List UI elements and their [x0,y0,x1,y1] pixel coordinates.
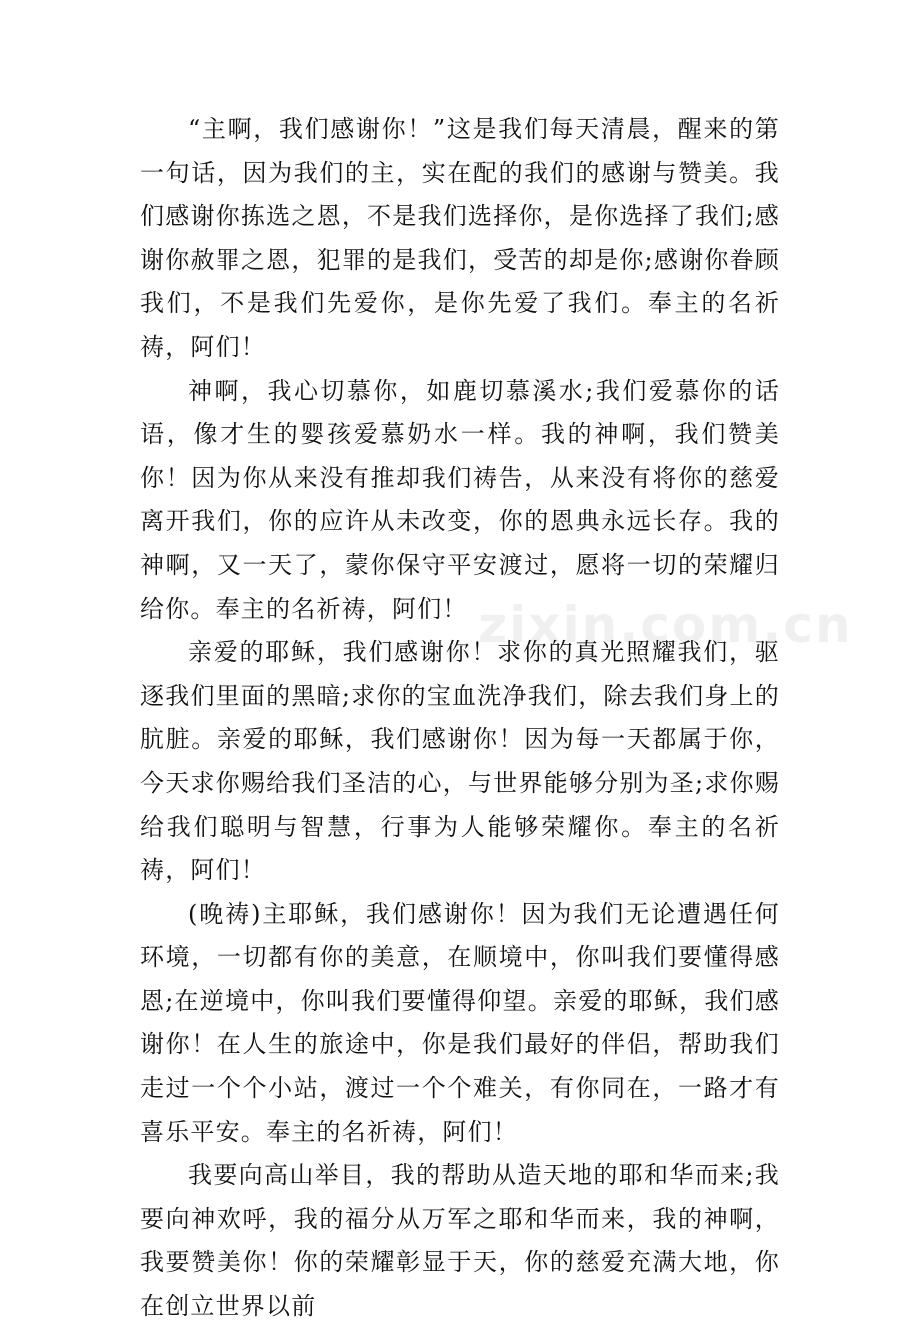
paragraph-5: 我要向高山举目，我的帮助从造天地的耶和华而来;我要向神欢呼，我的福分从万军之耶和华而来，我的神啊，我要赞美你！你的荣耀彰显于天，你的慈爱充满大地，你在创立世界以前 [140,1161,780,1321]
paragraph-2: 神啊，我心切慕你，如鹿切慕溪水;我们爱慕你的话语，像才生的婴孩爱慕奶水一样。我的神啊，我们赞美你！因为你从来没有推却我们祷告，从来没有将你的慈爱离开我们，你的应许从未改变，你的恩典永远长存。我的神啊，又一天了，蒙你保守平安渡过，愿将一切的荣耀归给你。奉主的名祈祷，阿们！ [140,376,780,623]
document-body [140,108,780,1329]
paragraph-1: “主啊，我们感谢你！”这是我们每天清晨，醒来的第一句话，因为我们的主，实在配的我们的感谢与赞美。我们感谢你拣选之恩，不是我们选择你，是你选择了我们;感谢你赦罪之恩，犯罪的是我们，受苦的却是你;感谢你眷顾我们，不是我们先爱你，是你先爱了我们。奉主的名祈祷，阿们！ [140,115,780,361]
paragraph-4: (晚祷)主耶稣，我们感谢你！因为我们无论遭遇任何环境，一切都有你的美意，在顺境中，你叫我们要懂得感恩;在逆境中，你叫我们要懂得仰望。亲爱的耶稣，我们感谢你！在人生的旅途中，你是我们最好的伴侣，帮助我们走过一个个小站，渡过一个个难关，有你同在，一路才有喜乐平安。奉主的名祈祷，阿们！ [140,899,780,1146]
watermark-text: zixin.com.cn [478,596,853,654]
paragraph-3: 亲爱的耶稣，我们感谢你！求你的真光照耀我们，驱逐我们里面的黑暗;求你的宝血洗净我们，除去我们身上的肮脏。亲爱的耶稣，我们感谢你！因为每一天都属于你，今天求你赐给我们圣洁的心，与世界能够分别为圣;求你赐给我们聪明与智慧，行事为人能够荣耀你。奉主的名祈祷，阿们！ [140,638,780,885]
